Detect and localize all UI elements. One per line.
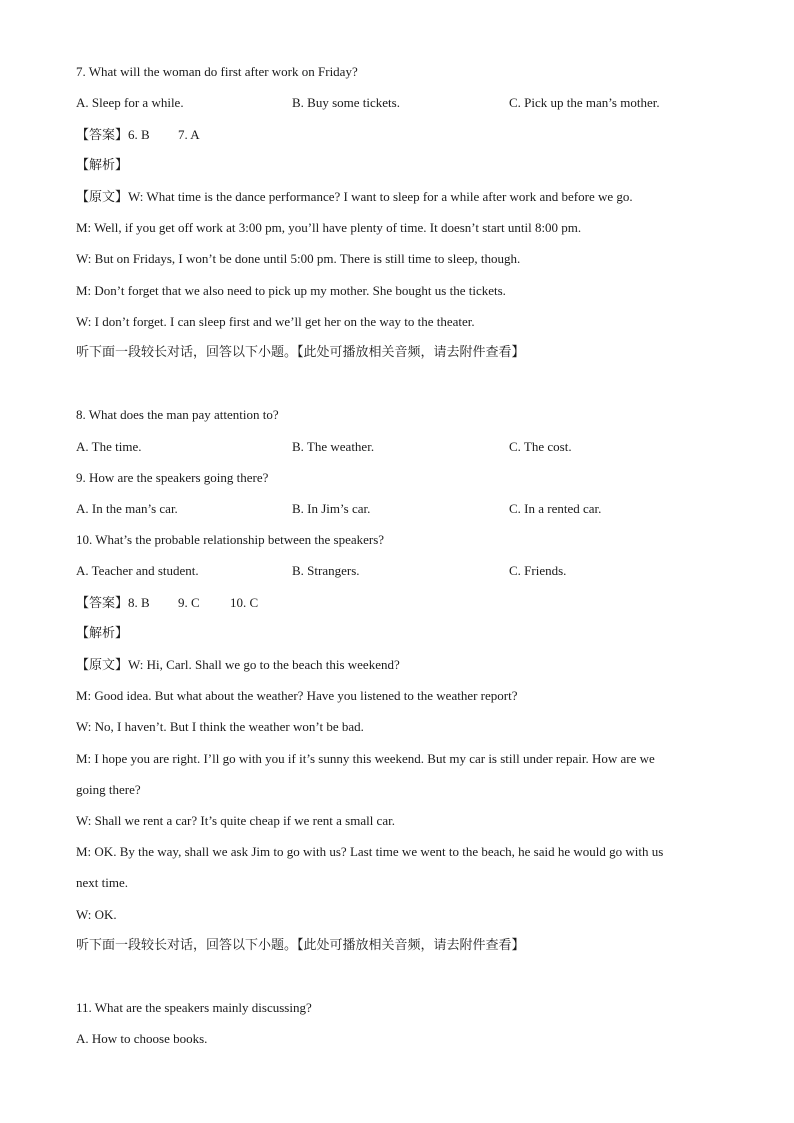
q9-option-b: B. In Jim’s car. [292,501,371,516]
answer-item: 9. C [178,595,200,610]
question-9: 9. How are the speakers going there? [76,470,269,485]
transcript-label: 【原文】 [76,190,129,205]
q10-option-b: B. Strangers. [292,563,360,578]
q7-option-b: B. Buy some tickets. [292,95,400,110]
q10-option-a: A. Teacher and student. [76,563,199,578]
q8-option-b: B. The weather. [292,439,375,454]
q9-option-a: A. In the man’s car. [76,501,178,516]
question-7: 7. What will the woman do first after work on Friday? [76,64,358,79]
transcript-line: M: Good idea. But what about the weather? Have you listened to the weather report? [76,688,518,703]
transcript-line: W: I don’t forget. I can sleep first and we’ll get her on the way to the theater. [76,314,475,329]
answer-line-2 [76,595,258,612]
q7-option-c: C. Pick up the man’s mother. [509,95,660,110]
transcript-line: W: Shall we rent a car? It’s quite cheap if we rent a small car. [76,813,395,828]
q7-option-a: A. Sleep for a while. [76,95,184,110]
transcript-line: M: I hope you are right. I’ll go with you if it’s sunny this weekend. But my car is still under repair. How are we [76,751,655,766]
answer-item: 6. B [128,127,150,142]
transcript-line: W: But on Fridays, I won’t be done until 5:00 pm. There is still time to sleep, though. [76,251,521,266]
listening-instruction: 听下面一段较长对话，回答以下小题。【此处可播放相关音频，请去附件查看】 [76,345,525,360]
analysis-label: 【解析】 [76,626,129,641]
transcript-line: M: OK. By the way, shall we ask Jim to go with us? Last time we went to the beach, he said he would go with us [76,844,664,859]
q8-option-a: A. The time. [76,439,142,454]
q10-option-c: C. Friends. [509,563,567,578]
transcript-text: W: Hi, Carl. Shall we go to the beach this weekend? [128,657,400,672]
question-10: 10. What’s the probable relationship between the speakers? [76,532,385,547]
answer-item: 10. C [230,595,259,610]
transcript-line [76,189,633,206]
answer-item: 7. A [178,127,200,142]
transcript-line: M: Well, if you get off work at 3:00 pm, you’ll have plenty of time. It doesn’t start until 8:00 pm. [76,220,582,235]
question-11: 11. What are the speakers mainly discussing? [76,1000,312,1015]
listening-instruction: 听下面一段较长对话，回答以下小题。【此处可播放相关音频，请去附件查看】 [76,938,525,953]
transcript-label: 【原文】 [76,658,129,673]
transcript-line: going there? [76,782,141,797]
transcript-line: M: Don’t forget that we also need to pick up my mother. She bought us the tickets. [76,283,506,298]
q9-option-c: C. In a rented car. [509,501,602,516]
transcript-line: W: No, I haven’t. But I think the weather won’t be bad. [76,719,364,734]
transcript-line [76,657,400,674]
answer-item: 8. B [128,595,150,610]
q8-option-c: C. The cost. [509,439,572,454]
answer-label: 【答案】 [76,596,129,611]
q11-option-a: A. How to choose books. [76,1031,208,1046]
analysis-label: 【解析】 [76,158,129,173]
question-8: 8. What does the man pay attention to? [76,407,279,422]
transcript-text: W: What time is the dance performance? I want to sleep for a while after work and before we go. [128,189,633,204]
transcript-line: next time. [76,875,128,890]
transcript-line: W: OK. [76,907,117,922]
answer-line-1 [76,127,200,144]
answer-label: 【答案】 [76,128,129,143]
